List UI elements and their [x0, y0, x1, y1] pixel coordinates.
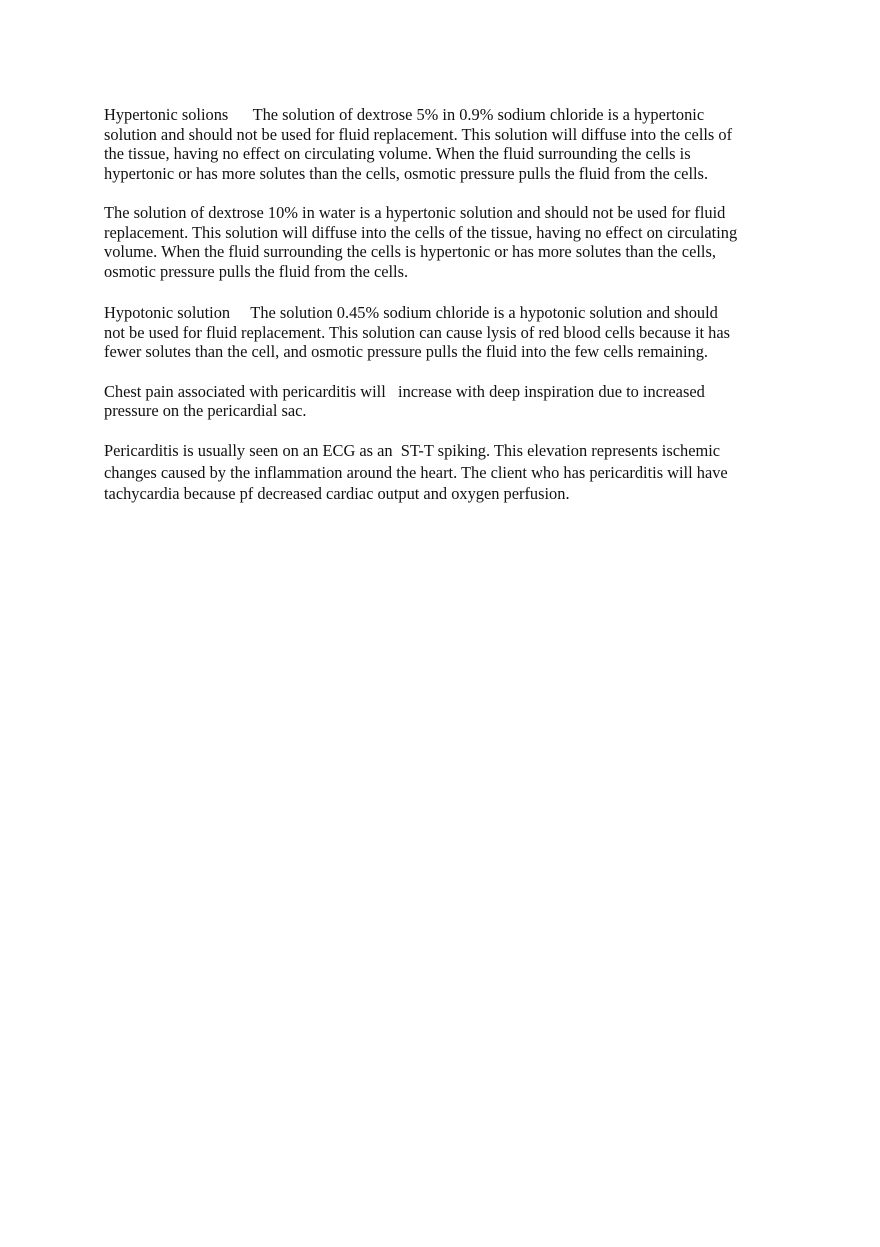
- text-line: pressure on the pericardial sac.: [104, 401, 307, 421]
- text-line: osmotic pressure pulls the fluid from the cells.: [104, 261, 409, 281]
- text-line: replacement. This solution will diffuse into the cells of the tissue, having no effect on circulating: [104, 222, 738, 242]
- paragraph-hypertonic-d5ns: [104, 105, 880, 183]
- text-line: Hypotonic solution The solution 0.45% sodium chloride is a hypotonic solution and should: [104, 302, 718, 322]
- text-line: Hypertonic solions The solution of dextrose 5% in 0.9% sodium chloride is a hypertonic: [104, 105, 705, 124]
- text-line: The solution of dextrose 10% in water is a hypertonic solution and should not be used for fluid: [104, 202, 726, 222]
- document-page: [0, 0, 880, 505]
- text-line: the tissue, having no effect on circulating volume. When the fluid surrounding the cells is: [104, 144, 691, 164]
- paragraph-hypertonic-d10w: [104, 203, 880, 281]
- text-line: fewer solutes than the cell, and osmotic pressure pulls the fluid into the few cells remaining.: [104, 342, 709, 362]
- text-line: tachycardia because pf decreased cardiac output and oxygen perfusion.: [104, 484, 570, 504]
- text-line: volume. When the fluid surrounding the cells is hypertonic or has more solutes than the cells,: [104, 242, 716, 262]
- text-line: Pericarditis is usually seen on an ECG as an ST-T spiking. This elevation represents ischemic: [104, 440, 721, 460]
- text-line: solution and should not be used for fluid replacement. This solution will diffuse into the cells of: [104, 124, 733, 144]
- paragraph-hypotonic: [104, 303, 880, 362]
- text-line: Chest pain associated with pericarditis will increase with deep inspiration due to increased: [104, 381, 705, 401]
- text-line: not be used for fluid replacement. This solution can cause lysis of red blood cells because it has: [104, 322, 731, 342]
- paragraph-chest-pain: [104, 382, 880, 421]
- text-line: hypertonic or has more solutes than the cells, osmotic pressure pulls the fluid from the cells.: [104, 163, 709, 183]
- paragraph-pericarditis-ecg: [104, 440, 880, 505]
- text-line: changes caused by the inflammation around the heart. The client who has pericarditis will have: [104, 462, 728, 482]
